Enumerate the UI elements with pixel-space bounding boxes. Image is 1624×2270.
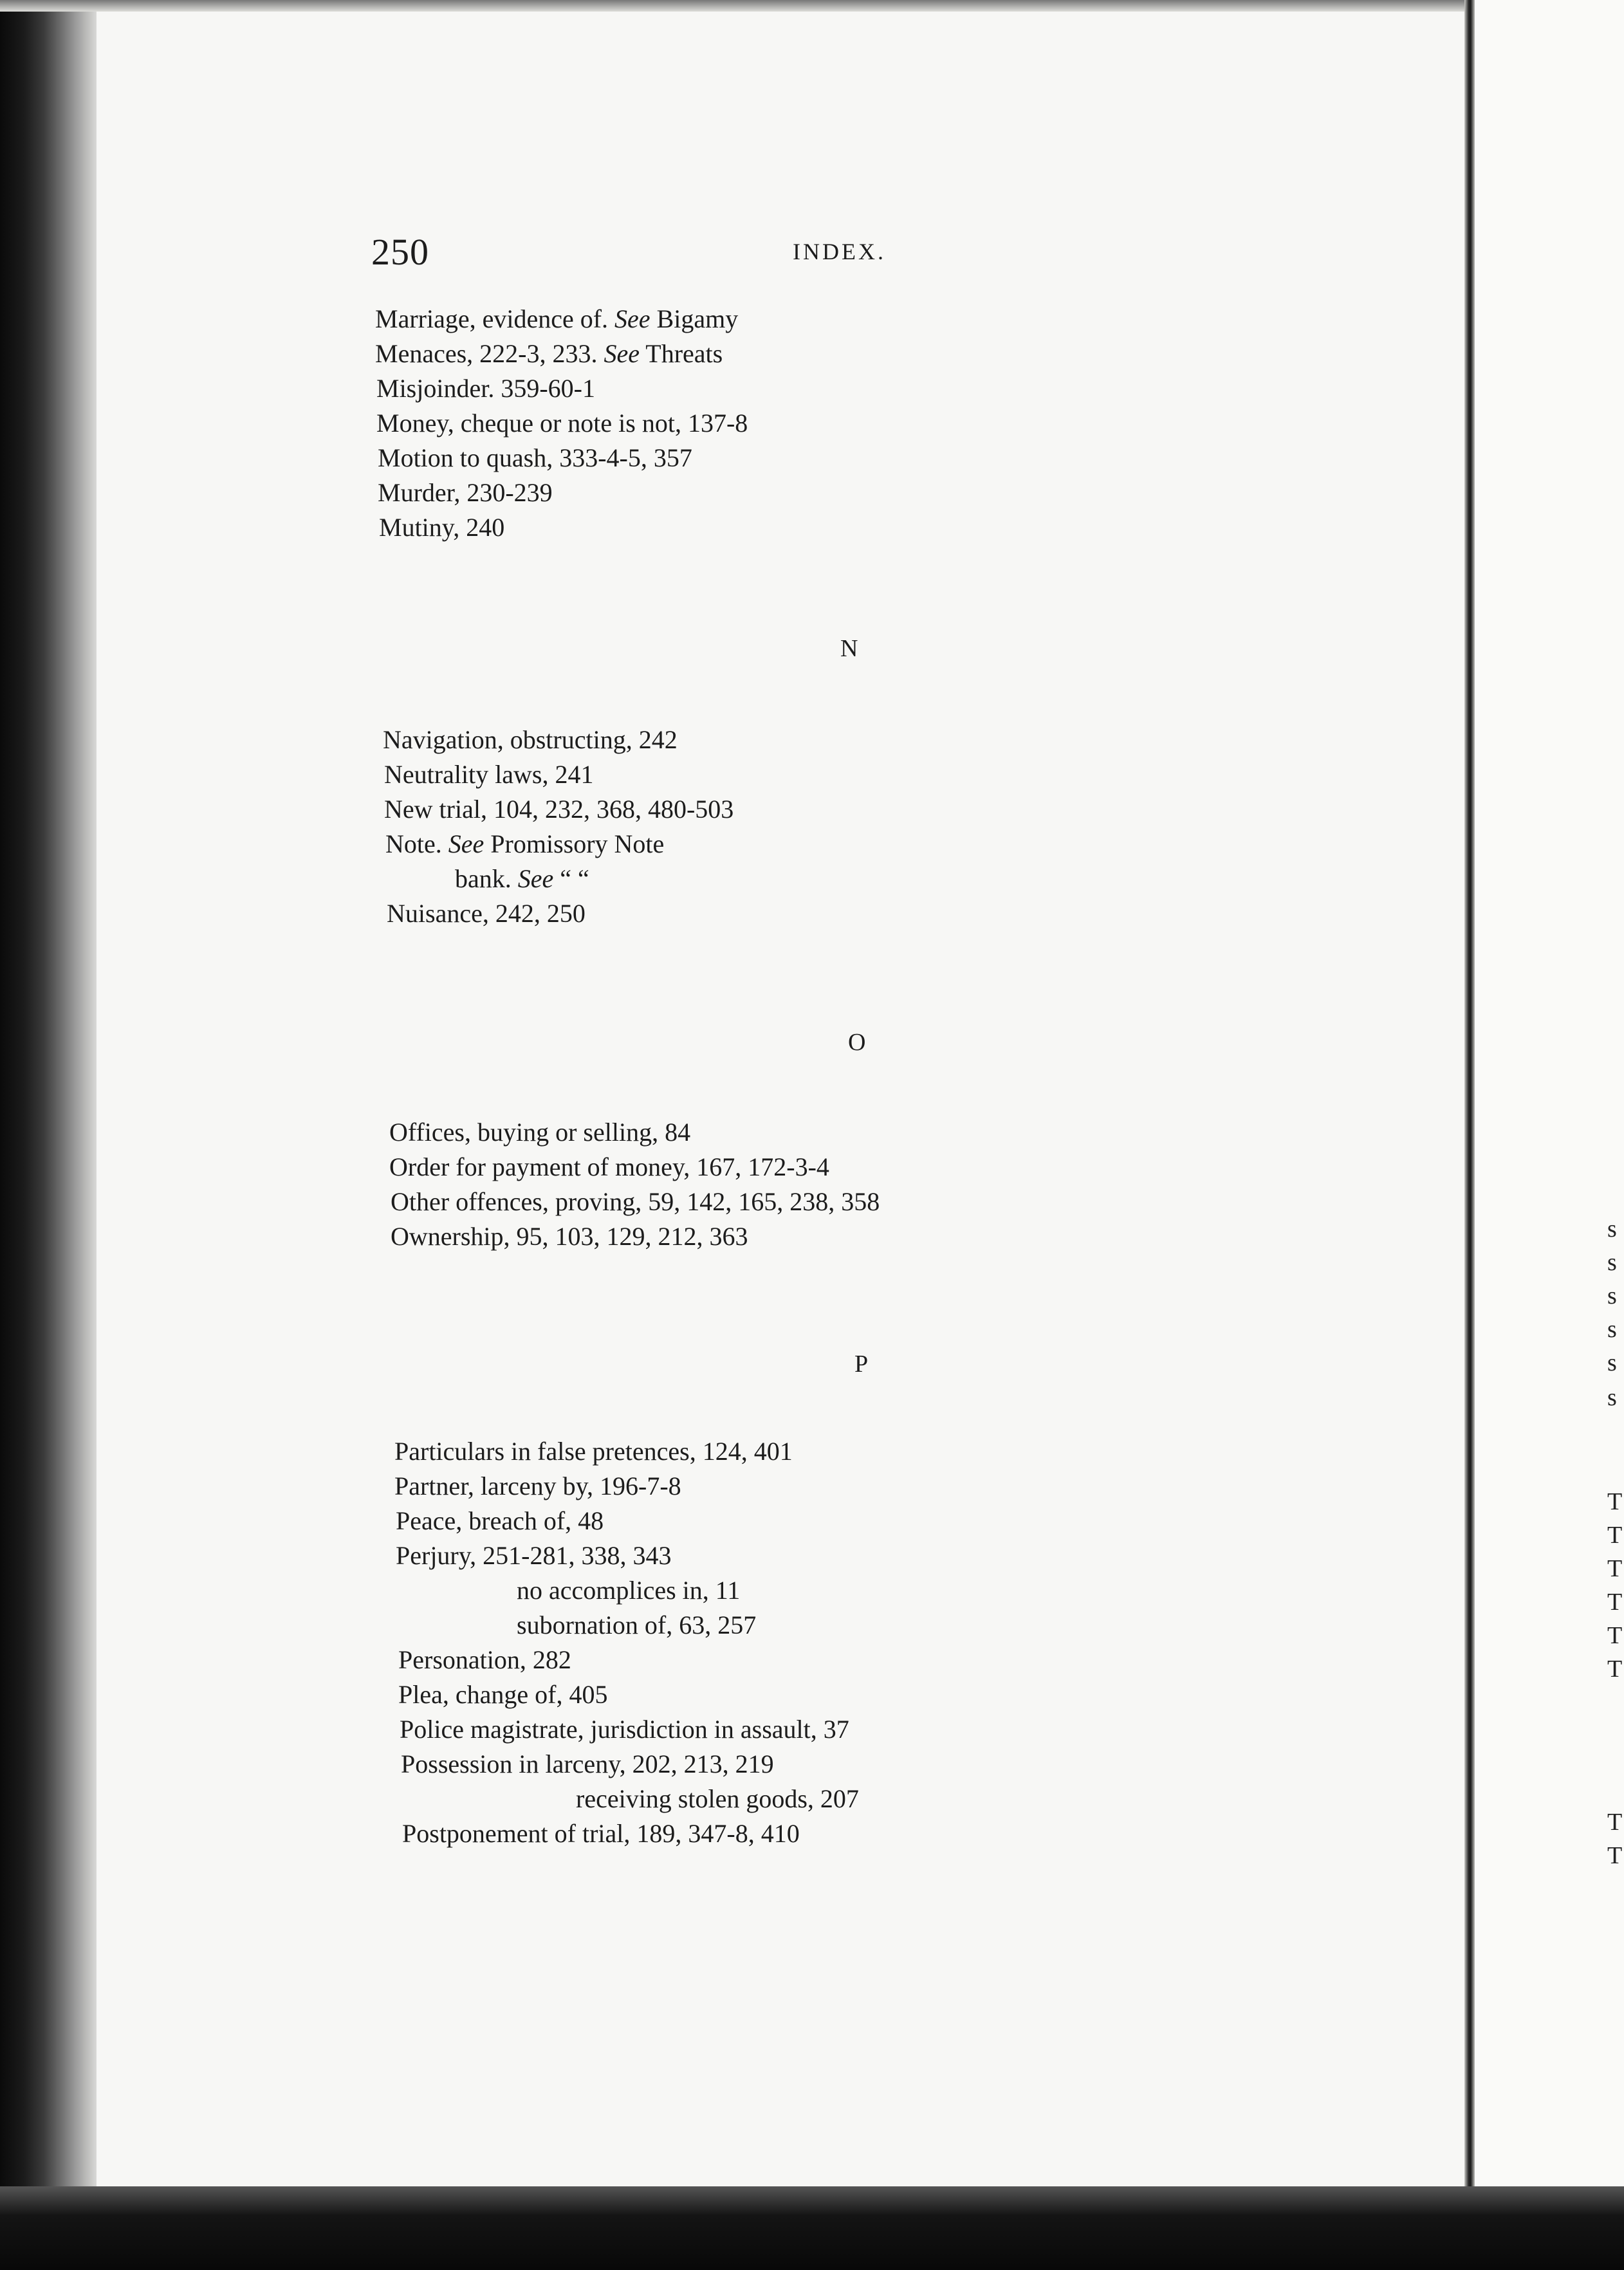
- index-entry: Particulars in false pretences, 124, 401: [394, 1437, 793, 1466]
- index-entry: Money, cheque or note is not, 137-8: [376, 409, 748, 438]
- index-entry: no accomplices in, 11: [517, 1576, 741, 1605]
- section-letter: O: [848, 1029, 866, 1056]
- index-entry: Possession in larceny, 202, 213, 219: [401, 1749, 774, 1778]
- index-entry: Offices, buying or selling, 84: [389, 1118, 691, 1147]
- margin-letter: T: [1607, 1842, 1623, 1869]
- page-number: 250: [371, 231, 429, 273]
- index-entry: Plea, change of, 405: [398, 1680, 608, 1709]
- margin-letter: T: [1607, 1809, 1623, 1836]
- index-entry: Marriage, evidence of. See Bigamy: [375, 304, 739, 333]
- margin-letter: s: [1607, 1249, 1617, 1276]
- index-entry: Postponement of trial, 189, 347-8, 410: [402, 1819, 800, 1848]
- index-entry: Mutiny, 240: [379, 513, 505, 542]
- index-entry: Personation, 282: [398, 1645, 571, 1674]
- margin-letter: T: [1607, 1488, 1623, 1515]
- margin-letter: s: [1607, 1215, 1617, 1242]
- margin-letter: s: [1607, 1316, 1617, 1343]
- section-letter: N: [840, 635, 858, 662]
- index-entry: Navigation, obstructing, 242: [383, 725, 678, 754]
- index-entry: Police magistrate, jurisdiction in assault, 37: [400, 1715, 849, 1744]
- index-entry: Ownership, 95, 103, 129, 212, 363: [391, 1222, 748, 1251]
- index-entry: bank. See “ “: [455, 864, 589, 893]
- book-spine-shadow: [0, 0, 97, 2270]
- margin-letter: s: [1607, 1384, 1617, 1411]
- index-entry: Other offences, proving, 59, 142, 165, 238, 358: [391, 1187, 880, 1216]
- section-letter: P: [854, 1351, 869, 1378]
- index-entry: Neutrality laws, 241: [384, 760, 594, 789]
- running-head: INDEX.: [793, 239, 886, 264]
- margin-letter: T: [1607, 1555, 1623, 1582]
- index-entry: Misjoinder. 359-60-1: [376, 374, 595, 403]
- margin-letter: s: [1607, 1282, 1617, 1309]
- index-entry: Nuisance, 242, 250: [387, 899, 586, 928]
- margin-letter: T: [1607, 1589, 1623, 1616]
- index-entry: Partner, larceny by, 196-7-8: [394, 1472, 681, 1500]
- margin-letter: T: [1607, 1656, 1623, 1683]
- margin-letter: T: [1607, 1622, 1623, 1649]
- index-entry: Perjury, 251-281, 338, 343: [396, 1541, 672, 1570]
- index-entry: Menaces, 222-3, 233. See Threats: [375, 339, 723, 368]
- facing-page-edge: [1464, 0, 1475, 2201]
- index-entry: Murder, 230-239: [378, 478, 553, 507]
- page-top-edge: [0, 0, 1624, 12]
- index-entry: Note. See Promissory Note: [385, 829, 665, 858]
- margin-letter: T: [1607, 1522, 1623, 1549]
- facing-page-strip: [1475, 0, 1624, 2201]
- margin-letter: s: [1607, 1349, 1617, 1376]
- index-entry: Order for payment of money, 167, 172-3-4: [389, 1152, 829, 1181]
- index-entry: receiving stolen goods, 207: [576, 1784, 859, 1813]
- index-entry: Peace, breach of, 48: [396, 1506, 604, 1535]
- index-entry: New trial, 104, 232, 368, 480-503: [384, 795, 734, 824]
- page-bottom-shadow: [0, 2186, 1624, 2270]
- facing-page-margin-letters: [1607, 0, 1624, 2201]
- index-entry: Motion to quash, 333-4-5, 357: [378, 443, 692, 472]
- index-entry: subornation of, 63, 257: [517, 1610, 757, 1639]
